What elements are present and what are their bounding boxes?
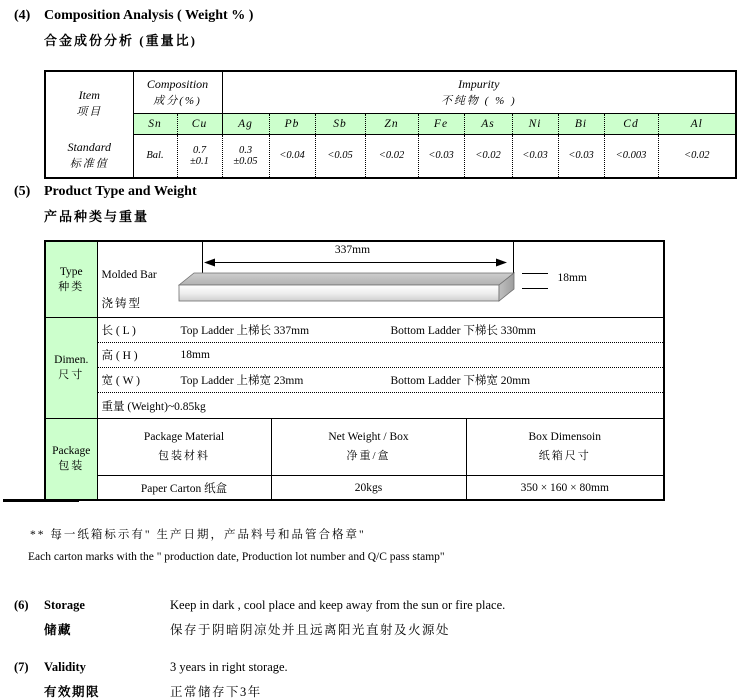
carton-note-zh: ** 每一纸箱标示有" 生产日期，产品料号和品管合格章": [30, 529, 366, 541]
value-cu-line1: 0.7: [192, 144, 207, 156]
dimension-row-width: [98, 368, 664, 393]
section4-number: (4): [14, 8, 31, 23]
composition-header-cell: [133, 71, 222, 113]
package-label-zh: 包装: [58, 460, 85, 472]
dim-height-value: 18mm: [180, 349, 210, 361]
dimension-content-cell: [97, 318, 664, 419]
element-col-fe: Fe: [418, 113, 464, 134]
dimension-label-en: Dimen.: [54, 354, 89, 366]
net-weight-en: Net Weight / Box: [328, 431, 409, 443]
net-weight-zh: 净重/盒: [346, 450, 391, 462]
value-al: <0.02: [658, 134, 736, 178]
value-ni: <0.03: [512, 134, 558, 178]
product-table: [44, 240, 665, 501]
value-sn: Bal.: [133, 134, 177, 178]
type-value-zh: 浇铸型: [101, 298, 142, 310]
dimension-label-zh: 尺寸: [58, 369, 85, 381]
value-pb: <0.04: [269, 134, 315, 178]
composition-header-en: Composition: [146, 76, 209, 91]
dim-weight-label: 重量 (Weight)~0.85kg: [101, 400, 206, 413]
element-col-as: As: [464, 113, 512, 134]
validity-label-en: Validity: [44, 660, 86, 674]
box-dimension-zh: 纸箱尺寸: [538, 450, 591, 462]
value-zn: <0.02: [365, 134, 418, 178]
dim-length-top: Top Ladder 上梯长 337mm: [180, 325, 310, 337]
type-label-en: Type: [59, 265, 83, 278]
standard-label-en: Standard: [67, 140, 112, 154]
package-material-header: [97, 419, 271, 476]
package-label-cell: [45, 419, 97, 501]
dimension-row-length: [98, 318, 664, 343]
dimension-label-cell: [45, 318, 97, 419]
storage-label-zh: 储藏: [44, 623, 73, 637]
standard-row-label: [45, 134, 133, 178]
box-dimension-header: [466, 419, 664, 476]
value-cd: <0.003: [604, 134, 658, 178]
value-cu: [177, 134, 222, 178]
type-value-en: Molded Bar: [101, 269, 157, 281]
item-header-cell: [45, 71, 133, 134]
dim-height-label: 高 ( H ): [101, 350, 138, 362]
element-col-sn: Sn: [133, 113, 177, 134]
impurity-header-en: Impurity: [458, 76, 500, 91]
box-dimension-value: 350 × 160 × 80mm: [466, 476, 664, 501]
dim-length-label: 长 ( L ): [101, 325, 136, 337]
package-material-en: Package Material: [143, 431, 225, 443]
bar-length-dim: 337mm: [334, 244, 371, 256]
element-col-pb: Pb: [269, 113, 315, 134]
dim-width-top: Top Ladder 上梯宽 23mm: [180, 375, 304, 387]
value-cu-line2: ±0.1: [190, 155, 209, 167]
element-col-ni: Ni: [512, 113, 558, 134]
element-col-zn: Zn: [365, 113, 418, 134]
element-col-sb: Sb: [315, 113, 365, 134]
box-dimension-en: Box Dimensoin: [528, 431, 601, 443]
type-label-zh: 种类: [58, 280, 85, 293]
storage-text-zh: 保存于阴暗阴凉处并且远离阳光直射及火源处: [170, 623, 451, 637]
validity-text-en: 3 years in right storage.: [170, 660, 288, 674]
package-material-value: Paper Carton 纸盒: [97, 476, 271, 501]
item-header-en: Item: [78, 87, 100, 102]
dimension-row-height: [98, 343, 664, 368]
package-label-en: Package: [52, 445, 91, 457]
section5-title-en: Product Type and Weight: [44, 184, 197, 199]
value-fe: <0.03: [418, 134, 464, 178]
section6-number: (6): [14, 598, 29, 612]
bar-height-dim: 18mm: [557, 272, 587, 284]
value-ag-line1: 0.3: [238, 144, 253, 156]
value-ag-line2: ±0.05: [233, 155, 258, 167]
element-col-ag: Ag: [222, 113, 269, 134]
impurity-header-cell: [222, 71, 736, 113]
section5-number: (5): [14, 184, 31, 199]
divider-line: [3, 499, 79, 502]
section4-title-zh: 合金成份分析 (重量比): [44, 33, 197, 48]
impurity-header-zh: 不纯物 ( % ): [440, 94, 517, 107]
value-as: <0.02: [464, 134, 512, 178]
dim-width-label: 宽 ( W ): [101, 375, 140, 387]
validity-label-zh: 有效期限: [44, 685, 101, 699]
item-header-zh: 项目: [76, 105, 103, 118]
composition-header-zh: 成分(%): [153, 94, 202, 107]
section5-title-zh: 产品种类与重量: [44, 209, 150, 224]
dim-width-bottom: Bottom Ladder 下梯宽 20mm: [390, 375, 531, 387]
value-sb: <0.05: [315, 134, 365, 178]
value-bi: <0.03: [558, 134, 604, 178]
dim-length-bottom: Bottom Ladder 下梯长 330mm: [390, 325, 536, 337]
type-diagram-cell: [97, 241, 664, 318]
section7-number: (7): [14, 660, 29, 674]
standard-label-zh: 标准值: [69, 158, 109, 170]
net-weight-value: 20kgs: [271, 476, 466, 501]
element-col-cd: Cd: [604, 113, 658, 134]
element-col-al: Al: [658, 113, 736, 134]
package-material-zh: 包装材料: [158, 450, 210, 462]
net-weight-header: [271, 419, 466, 476]
dimension-row-weight: [98, 393, 664, 418]
storage-text-en: Keep in dark , cool place and keep away from the sun or fire place.: [170, 598, 506, 612]
composition-table: [44, 70, 737, 179]
storage-label-en: Storage: [44, 598, 85, 612]
validity-text-zh: 正常储存下3年: [170, 685, 262, 699]
element-col-cu: Cu: [177, 113, 222, 134]
type-label-cell: [45, 241, 97, 318]
carton-note-en: Each carton marks with the " production date, Production lot number and Q/C pass stamp": [28, 551, 445, 563]
value-ag: [222, 134, 269, 178]
element-col-bi: Bi: [558, 113, 604, 134]
section4-title-en: Composition Analysis ( Weight % ): [44, 8, 254, 23]
